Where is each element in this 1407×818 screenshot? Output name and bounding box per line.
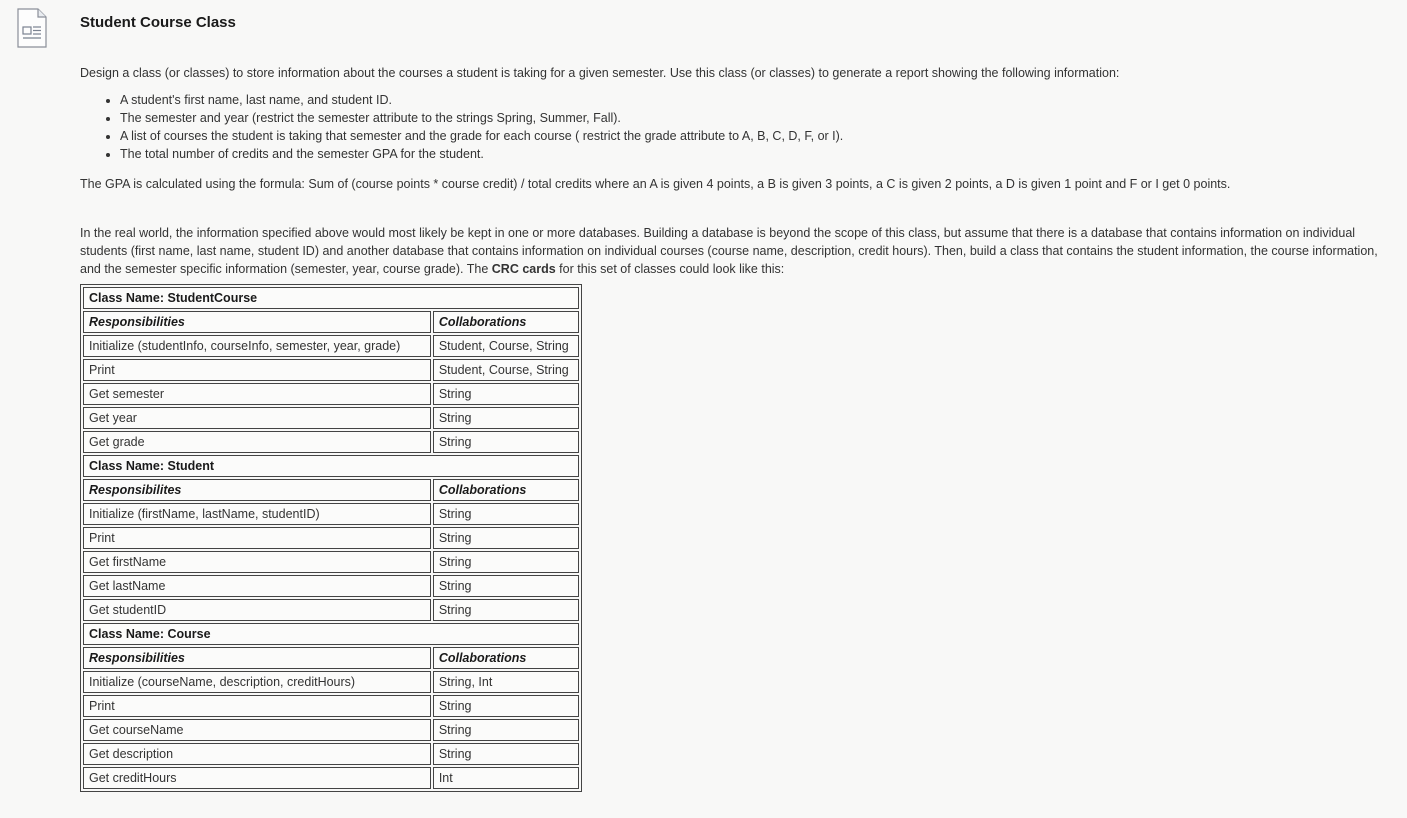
responsibilities-header: Responsibilites bbox=[83, 479, 431, 501]
table-row bbox=[83, 527, 579, 549]
table-row bbox=[83, 431, 579, 453]
responsibility-cell: Print bbox=[83, 695, 431, 717]
collaboration-cell: String bbox=[433, 743, 579, 765]
table-row bbox=[83, 695, 579, 717]
crc-cards-table bbox=[80, 284, 582, 792]
responsibility-cell: Initialize (studentInfo, courseInfo, semester, year, grade) bbox=[83, 335, 431, 357]
class-name-cell: Class Name: StudentCourse bbox=[83, 287, 579, 309]
crc-cards-term: CRC cards bbox=[491, 262, 556, 276]
responsibilities-header: Responsibilities bbox=[83, 311, 431, 333]
class-name-row bbox=[83, 287, 579, 309]
assignment-body bbox=[80, 64, 1402, 792]
responsibility-cell: Get firstName bbox=[83, 551, 431, 573]
header-row bbox=[83, 479, 579, 501]
table-row bbox=[83, 599, 579, 621]
responsibility-cell: Get lastName bbox=[83, 575, 431, 597]
class-name-row bbox=[83, 623, 579, 645]
responsibility-cell: Get grade bbox=[83, 431, 431, 453]
responsibility-cell: Get year bbox=[83, 407, 431, 429]
collaboration-cell: String, Int bbox=[433, 671, 579, 693]
list-item: • A student's first name, last name, and student ID. bbox=[120, 91, 1402, 109]
table-row bbox=[83, 767, 579, 789]
responsibility-cell: Initialize (firstName, lastName, studentID) bbox=[83, 503, 431, 525]
collaboration-cell: String bbox=[433, 431, 579, 453]
responsibility-cell: Get semester bbox=[83, 383, 431, 405]
collaborations-header: Collaborations bbox=[433, 311, 579, 333]
header-row bbox=[83, 647, 579, 669]
collaboration-cell: Student, Course, String bbox=[433, 359, 579, 381]
intro-paragraph: Design a class (or classes) to store information about the courses a student is taking for a given semester. Use this class (or classes) to generate a report showing the following information: bbox=[80, 66, 1120, 80]
realworld-text: In the real world, the information specified above would most likely be kept in one or more databases. Building a database is beyond the scope of this class, but assume that there is a database that contains information on individual students (first name, last name, student ID) and another database that contains information on individual courses (course name, description, credit hours). Then, build a class that contains the student information, the course information, and the semester specific information (semester, year, course grade). The bbox=[80, 226, 1378, 276]
gpa-paragraph: The GPA is calculated using the formula: Sum of (course points * course credit) / total credits where an A is given 4 points, a B is given 3 points, a C is given 2 points, a D is given 1 point and F or I get 0 points. bbox=[80, 177, 1231, 191]
responsibility-cell: Get creditHours bbox=[83, 767, 431, 789]
table-row bbox=[83, 743, 579, 765]
collaboration-cell: String bbox=[433, 719, 579, 741]
collaboration-cell: String bbox=[433, 383, 579, 405]
table-row bbox=[83, 503, 579, 525]
collaboration-cell: String bbox=[433, 551, 579, 573]
table-row bbox=[83, 575, 579, 597]
collaboration-cell: String bbox=[433, 695, 579, 717]
page-title[interactable]: Student Course Class bbox=[80, 14, 236, 31]
table-row bbox=[83, 719, 579, 741]
collaboration-cell: String bbox=[433, 599, 579, 621]
collaboration-cell: String bbox=[433, 407, 579, 429]
collaborations-header: Collaborations bbox=[433, 479, 579, 501]
class-name-row bbox=[83, 455, 579, 477]
table-row bbox=[83, 383, 579, 405]
table-row bbox=[83, 407, 579, 429]
header-row bbox=[83, 311, 579, 333]
responsibilities-header: Responsibilities bbox=[83, 647, 431, 669]
table-row bbox=[83, 335, 579, 357]
list-item: • A list of courses the student is taking that semester and the grade for each course ( restrict the grade attribute to A, B, C, D, F, or I). bbox=[120, 127, 1402, 145]
collaboration-cell: String bbox=[433, 503, 579, 525]
collaboration-cell: String bbox=[433, 575, 579, 597]
collaboration-cell: Int bbox=[433, 767, 579, 789]
realworld-text-end: for this set of classes could look like this: bbox=[555, 262, 785, 276]
responsibility-cell: Initialize (courseName, description, creditHours) bbox=[83, 671, 431, 693]
table-row bbox=[83, 359, 579, 381]
collaboration-cell: Student, Course, String bbox=[433, 335, 579, 357]
responsibility-cell: Print bbox=[83, 359, 431, 381]
table-row bbox=[83, 671, 579, 693]
responsibility-cell: Get description bbox=[83, 743, 431, 765]
requirements-list bbox=[80, 91, 1402, 163]
table-row bbox=[83, 551, 579, 573]
class-name-cell: Class Name: Course bbox=[83, 623, 579, 645]
collaborations-header: Collaborations bbox=[433, 647, 579, 669]
responsibility-cell: Print bbox=[83, 527, 431, 549]
collaboration-cell: String bbox=[433, 527, 579, 549]
document-icon bbox=[17, 8, 47, 48]
list-item: • The total number of credits and the semester GPA for the student. bbox=[120, 145, 1402, 163]
class-name-cell: Class Name: Student bbox=[83, 455, 579, 477]
responsibility-cell: Get courseName bbox=[83, 719, 431, 741]
responsibility-cell: Get studentID bbox=[83, 599, 431, 621]
list-item: • The semester and year (restrict the semester attribute to the strings Spring, Summer, Fall). bbox=[120, 109, 1402, 127]
realworld-paragraph bbox=[80, 224, 1402, 278]
